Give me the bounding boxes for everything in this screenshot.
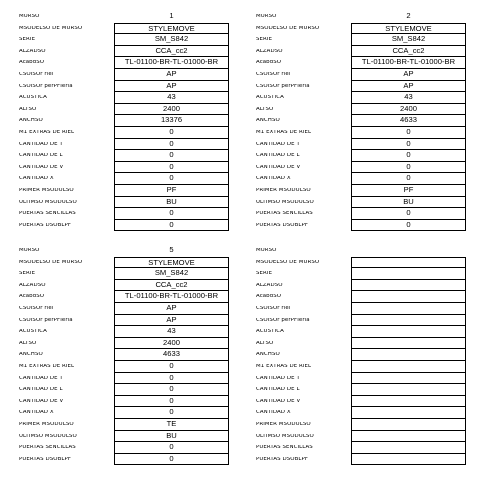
field-label: PRIMER MSODULSO: [19, 188, 74, 193]
table-row: [256, 338, 467, 350]
field-value-cell[interactable]: 0: [114, 373, 229, 385]
field-label: CANTIDAD DE T: [19, 141, 63, 147]
table-row: [19, 315, 230, 327]
field-value-cell[interactable]: PF: [114, 185, 229, 197]
field-label: SERIE: [256, 271, 273, 277]
field-label: MURSO: [19, 14, 40, 20]
table-row: [256, 454, 467, 466]
field-value-cell[interactable]: [351, 407, 466, 419]
field-value-cell[interactable]: [351, 280, 466, 292]
field-value-cell[interactable]: 0: [351, 127, 466, 139]
field-value-cell[interactable]: 0: [351, 173, 466, 185]
field-label: CANTIDAD DE T: [256, 141, 300, 147]
table-row: [256, 69, 467, 81]
field-value-cell[interactable]: 2400: [351, 104, 466, 116]
field-value-cell[interactable]: 0: [114, 361, 229, 373]
table-row: [256, 245, 467, 257]
table-row: [19, 268, 230, 280]
table-row: [19, 208, 230, 220]
table-row: [19, 454, 230, 466]
field-label: PUERTAS SENCILLAS: [19, 211, 76, 217]
field-label: CANTIDAD X: [256, 410, 291, 416]
table-row: [256, 303, 467, 315]
table-row: [256, 419, 467, 431]
table-row: [19, 92, 230, 104]
field-value-cell[interactable]: 0: [351, 208, 466, 220]
field-label: PUERTAS SENCILLAS: [19, 445, 76, 451]
table-row: [256, 150, 467, 162]
table-row: [256, 81, 467, 93]
field-label: AcabdSO: [256, 294, 282, 300]
field-label: CANTIDAD DE V: [256, 164, 301, 170]
field-label: ACUSTICA: [256, 329, 284, 335]
field-value-cell[interactable]: 0: [351, 139, 466, 151]
field-value-cell[interactable]: [351, 303, 466, 315]
field-value-cell[interactable]: 4633: [114, 349, 229, 361]
field-value-cell[interactable]: 2: [406, 11, 411, 20]
field-value-cell[interactable]: [351, 326, 466, 338]
table-row: [256, 115, 467, 127]
field-label: AcabdSO: [19, 60, 45, 66]
table-row: [256, 257, 467, 269]
field-label: ANCHSO: [256, 352, 280, 358]
table-row: [19, 57, 230, 69]
field-label: CSOISOr riel: [19, 72, 54, 78]
table-row: [256, 315, 467, 327]
field-value-cell[interactable]: BU: [351, 197, 466, 209]
field-value-cell[interactable]: 5: [169, 245, 174, 254]
field-label: SERIE: [19, 37, 36, 43]
table-row: [256, 268, 467, 280]
table-row: [256, 431, 467, 443]
field-value-cell[interactable]: 0: [114, 162, 229, 174]
field-label: PRIMER MSODULSO: [256, 188, 311, 193]
table-row: [19, 104, 230, 116]
field-label: CANTIDAD DE L: [256, 153, 300, 159]
field-value-cell[interactable]: 0: [114, 139, 229, 151]
table-row: [256, 173, 467, 185]
field-label: ALTSO: [256, 340, 274, 346]
field-value-cell[interactable]: [351, 257, 466, 269]
table-row: [256, 326, 467, 338]
field-label: ALTSO: [19, 106, 37, 112]
field-label: ACUSTICA: [256, 95, 284, 101]
field-label: PUERTAS DSOBLPF: [256, 456, 309, 462]
field-value-cell[interactable]: 0: [351, 150, 466, 162]
field-label: CANTIDAD X: [256, 176, 291, 182]
table-row: [19, 162, 230, 174]
field-label: CANTIDAD DE V: [256, 398, 301, 404]
table-row: [19, 34, 230, 46]
field-label: AcabdSO: [19, 294, 45, 300]
field-value-cell[interactable]: TL-01100-BR-TL-01000-BR: [351, 57, 466, 69]
data-panel-3: [19, 245, 230, 465]
field-label: PRIMER MSODULSO: [256, 422, 311, 427]
table-row: [19, 291, 230, 303]
field-label: PUERTAS DSOBLPF: [19, 222, 72, 228]
table-row: [19, 419, 230, 431]
field-label: MURSO: [19, 248, 40, 254]
table-row: [19, 407, 230, 419]
field-label: CANTIDAD DE L: [19, 387, 63, 393]
field-label: CANTIDAD DE T: [19, 375, 63, 381]
table-row: [256, 34, 467, 46]
table-row: [256, 361, 467, 373]
field-value-cell[interactable]: AP: [114, 315, 229, 327]
field-label: M1 EXTRAS DE RIEL: [19, 364, 75, 370]
table-row: [19, 326, 230, 338]
table-row: [19, 150, 230, 162]
field-value-cell[interactable]: 4633: [351, 115, 466, 127]
table-row: [19, 431, 230, 443]
field-value-cell[interactable]: BU: [114, 431, 229, 443]
table-row: [19, 338, 230, 350]
table-row: [19, 257, 230, 269]
field-label: ULTIMSO MSODULSO: [19, 433, 77, 439]
table-row: [19, 69, 230, 81]
field-value-cell[interactable]: AP: [114, 303, 229, 315]
field-label: ACUSTICA: [19, 95, 47, 101]
field-value-cell[interactable]: [351, 291, 466, 303]
table-row: [19, 361, 230, 373]
field-value-cell[interactable]: 0: [114, 454, 229, 466]
table-row: [19, 442, 230, 454]
field-label: MSODELSO DE MURSO: [256, 259, 320, 265]
field-value-cell[interactable]: [351, 373, 466, 385]
field-value-cell[interactable]: [351, 384, 466, 396]
table-row: [19, 303, 230, 315]
field-value-cell[interactable]: [351, 454, 466, 466]
field-label: M1 EXTRAS DE RIEL: [256, 130, 312, 136]
field-value-cell[interactable]: 0: [114, 127, 229, 139]
field-label: MSODELSO DE MURSO: [19, 25, 83, 31]
field-value-cell[interactable]: [351, 338, 466, 350]
data-panel-1: [19, 11, 230, 231]
field-value-cell[interactable]: 0: [114, 150, 229, 162]
table-row: [256, 185, 467, 197]
field-value-cell[interactable]: 13376: [114, 115, 229, 127]
table-row: [256, 11, 467, 23]
table-row: [19, 11, 230, 23]
field-label: ALTSO: [256, 106, 274, 112]
field-value-cell[interactable]: [351, 442, 466, 454]
field-label: CANTIDAD DE V: [19, 164, 64, 170]
field-value-cell[interactable]: 43: [351, 92, 466, 104]
table-row: [19, 384, 230, 396]
table-row: [19, 220, 230, 232]
field-label: PUERTAS SENCILLAS: [256, 445, 313, 451]
field-value-cell[interactable]: STYLEMOVE: [351, 23, 466, 35]
field-value-cell[interactable]: [351, 431, 466, 443]
table-row: [19, 46, 230, 58]
field-label: ALZADSO: [19, 48, 46, 54]
table-row: [256, 127, 467, 139]
field-value-cell[interactable]: PF: [351, 185, 466, 197]
table-row: [19, 23, 230, 35]
field-label: MSODELSO DE MURSO: [256, 25, 320, 31]
field-label: ANCHSO: [256, 118, 280, 124]
field-value-cell[interactable]: SM_S842: [114, 268, 229, 280]
field-label: PRIMER MSODULSO: [19, 422, 74, 427]
field-value-cell[interactable]: STYLEMOVE: [114, 257, 229, 269]
field-value-cell[interactable]: 0: [114, 208, 229, 220]
field-value-cell[interactable]: [351, 396, 466, 408]
table-row: [256, 373, 467, 385]
field-value-cell[interactable]: TE: [114, 419, 229, 431]
field-label: CSOISOr riel: [256, 306, 291, 312]
field-value-cell[interactable]: STYLEMOVE: [114, 23, 229, 35]
field-label: ULTIMSO MSODULSO: [19, 199, 77, 205]
field-label: ANCHSO: [19, 118, 43, 124]
field-value-cell[interactable]: 0: [351, 220, 466, 232]
field-label: M1 EXTRAS DE RIEL: [19, 130, 75, 136]
field-label: PUERTAS DSOBLPF: [19, 456, 72, 462]
field-label: ALZADSO: [19, 282, 46, 288]
field-value-cell[interactable]: [351, 245, 466, 257]
table-row: [19, 185, 230, 197]
field-label: CANTIDAD DE V: [19, 398, 64, 404]
field-label: CSOISOr riel: [256, 72, 291, 78]
field-label: CSOISOr perPFIeria: [19, 83, 73, 89]
table-row: [256, 23, 467, 35]
field-value-cell[interactable]: 0: [114, 407, 229, 419]
field-value-cell[interactable]: [351, 361, 466, 373]
field-value-cell[interactable]: AP: [351, 81, 466, 93]
field-value-cell[interactable]: TL-01100-BR-TL-01000-BR: [114, 291, 229, 303]
field-value-cell[interactable]: 43: [114, 326, 229, 338]
field-value-cell[interactable]: CCA_cc2: [114, 280, 229, 292]
table-row: [19, 173, 230, 185]
field-value-cell[interactable]: AP: [114, 69, 229, 81]
field-value-cell[interactable]: AP: [351, 69, 466, 81]
field-value-cell[interactable]: [351, 268, 466, 280]
field-label: ULTIMSO MSODULSO: [256, 433, 314, 439]
field-value-cell[interactable]: 0: [114, 396, 229, 408]
table-row: [19, 373, 230, 385]
field-label: CSOISOr riel: [19, 306, 54, 312]
table-row: [256, 291, 467, 303]
field-value-cell[interactable]: [351, 349, 466, 361]
table-row: [256, 407, 467, 419]
field-label: ALZADSO: [256, 48, 283, 54]
table-row: [19, 396, 230, 408]
field-label: AcabdSO: [256, 60, 282, 66]
table-row: [256, 46, 467, 58]
table-row: [256, 208, 467, 220]
field-label: ANCHSO: [19, 352, 43, 358]
field-label: MSODELSO DE MURSO: [19, 259, 83, 265]
field-label: MURSO: [256, 248, 277, 254]
field-value-cell[interactable]: 2400: [114, 104, 229, 116]
field-value-cell[interactable]: 0: [114, 220, 229, 232]
table-row: [256, 57, 467, 69]
field-value-cell[interactable]: 0: [114, 384, 229, 396]
field-label: M1 EXTRAS DE RIEL: [256, 364, 312, 370]
table-row: [256, 384, 467, 396]
field-value-cell[interactable]: 0: [351, 162, 466, 174]
table-row: [19, 81, 230, 93]
table-row: [256, 396, 467, 408]
field-label: PUERTAS DSOBLPF: [256, 222, 309, 228]
data-panel-2: [256, 11, 467, 231]
field-label: CANTIDAD DE L: [256, 387, 300, 393]
field-value-cell[interactable]: [351, 315, 466, 327]
table-row: [256, 104, 467, 116]
table-row: [256, 197, 467, 209]
field-label: CANTIDAD DE T: [256, 375, 300, 381]
field-value-cell[interactable]: 1: [169, 11, 174, 20]
field-value-cell[interactable]: SM_S842: [114, 34, 229, 46]
table-row: [19, 139, 230, 151]
table-row: [256, 92, 467, 104]
field-value-cell[interactable]: TL-01100-BR-TL-01000-BR: [114, 57, 229, 69]
field-value-cell[interactable]: 0: [114, 173, 229, 185]
field-value-cell[interactable]: BU: [114, 197, 229, 209]
field-label: CANTIDAD X: [19, 176, 54, 182]
table-row: [19, 349, 230, 361]
data-panel-4: [256, 245, 467, 465]
field-label: CSOISOr perPFIeria: [19, 317, 73, 323]
field-value-cell[interactable]: CCA_cc2: [351, 46, 466, 58]
field-label: SERIE: [256, 37, 273, 43]
field-label: CSOISOr perPFIeria: [256, 83, 310, 89]
table-row: [19, 280, 230, 292]
table-row: [256, 162, 467, 174]
field-value-cell[interactable]: [351, 419, 466, 431]
table-row: [256, 280, 467, 292]
table-row: [19, 127, 230, 139]
field-value-cell[interactable]: 2400: [114, 338, 229, 350]
field-label: CANTIDAD DE L: [19, 153, 63, 159]
field-label: PUERTAS SENCILLAS: [256, 211, 313, 217]
field-label: CSOISOr perPFIeria: [256, 317, 310, 323]
field-label: SERIE: [19, 271, 36, 277]
field-label: ULTIMSO MSODULSO: [256, 199, 314, 205]
field-value-cell[interactable]: AP: [114, 81, 229, 93]
field-label: ALTSO: [19, 340, 37, 346]
table-row: [19, 115, 230, 127]
table-row: [256, 139, 467, 151]
field-value-cell[interactable]: 0: [114, 442, 229, 454]
table-row: [256, 349, 467, 361]
table-row: [19, 197, 230, 209]
field-value-cell[interactable]: 43: [114, 92, 229, 104]
table-row: [256, 442, 467, 454]
table-row: [19, 245, 230, 257]
table-row: [256, 220, 467, 232]
field-label: ACUSTICA: [19, 329, 47, 335]
field-label: ALZADSO: [256, 282, 283, 288]
field-value-cell[interactable]: SM_S842: [351, 34, 466, 46]
field-label: CANTIDAD X: [19, 410, 54, 416]
field-label: MURSO: [256, 14, 277, 20]
field-value-cell[interactable]: CCA_cc2: [114, 46, 229, 58]
